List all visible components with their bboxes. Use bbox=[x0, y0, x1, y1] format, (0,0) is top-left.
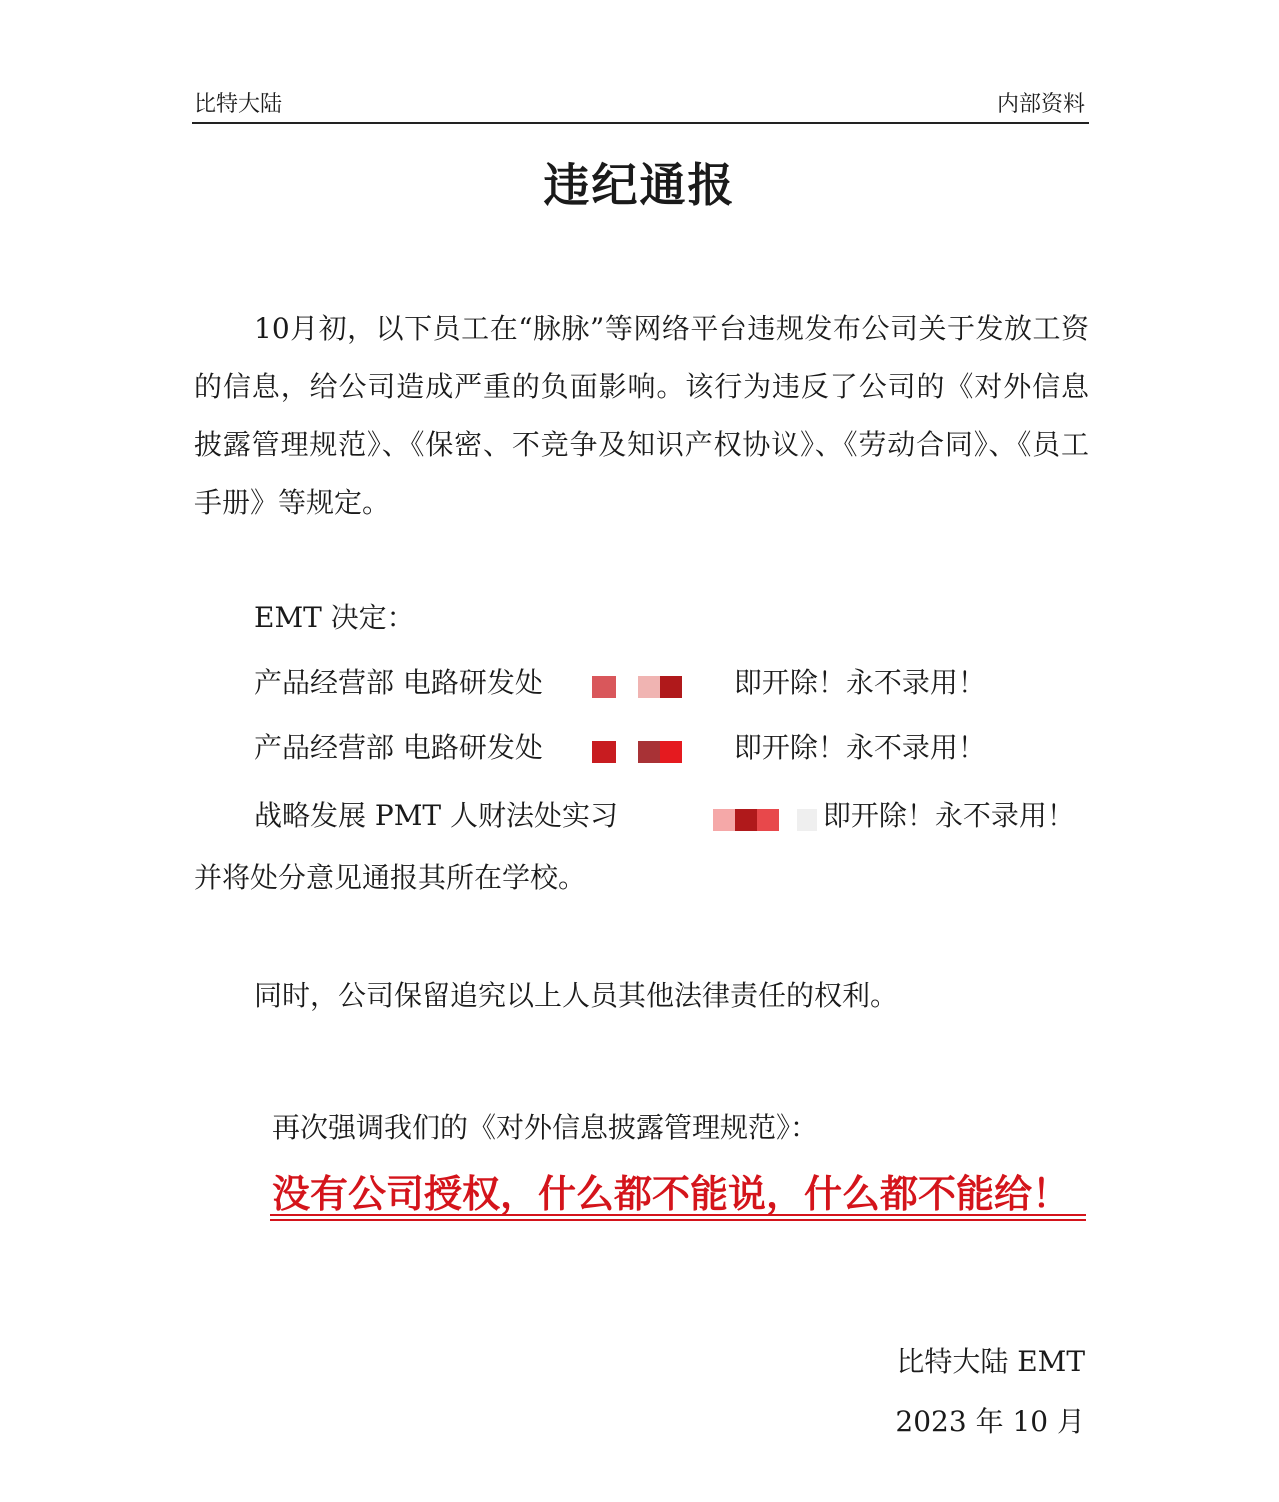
signature-date: 2023 年 10 月 bbox=[895, 1405, 1085, 1438]
record-department: 产品经营部 电路研发处 bbox=[254, 666, 543, 699]
record-department: 产品经营部 电路研发处 bbox=[254, 731, 543, 764]
slogan-underline bbox=[270, 1214, 1086, 1216]
header-company: 比特大陆 bbox=[194, 92, 283, 117]
redacted-name bbox=[552, 670, 734, 700]
header-classification: 内部资料 bbox=[996, 92, 1085, 117]
document-title: 违纪通报 bbox=[543, 158, 736, 212]
signature-org: 比特大陆 EMT bbox=[896, 1345, 1085, 1378]
record-penalty: 即开除！永不录用！ bbox=[822, 799, 1075, 832]
redacted-name bbox=[627, 803, 823, 833]
rights-statement: 同时，公司保留追究以上人员其他法律责任的权利。 bbox=[254, 979, 899, 1012]
decision-label: EMT 决定： bbox=[254, 601, 415, 634]
slogan-underline bbox=[270, 1219, 1086, 1221]
record-penalty: 即开除！永不录用！ bbox=[733, 731, 986, 764]
penalty-record bbox=[254, 663, 986, 703]
record-department: 战略发展 PMT 人财法处实习 bbox=[254, 799, 618, 832]
penalty-record bbox=[254, 796, 1075, 836]
redacted-name bbox=[552, 735, 734, 765]
intro-paragraph: 10月初，以下员工在“脉脉”等网络平台违规发布公司关于发放工资的信息，给公司造成严重的负面影响。该行为违反了公司的《对外信息披露管理规范》、《保密、不竞争及知识产权协议》、《劳动合同》、《员工手册》等规定。 bbox=[194, 312, 1089, 519]
record-penalty: 即开除！永不录用！ bbox=[733, 666, 986, 699]
penalty-record bbox=[254, 728, 986, 768]
policy-slogan: 没有公司授权，什么都不能说，什么都不能给！ bbox=[272, 1171, 1071, 1216]
header-divider bbox=[192, 122, 1089, 124]
policy-emphasis: 再次强调我们的《对外信息披露管理规范》： bbox=[272, 1111, 819, 1144]
school-notice: 并将处分意见通报其所在学校。 bbox=[194, 861, 587, 894]
